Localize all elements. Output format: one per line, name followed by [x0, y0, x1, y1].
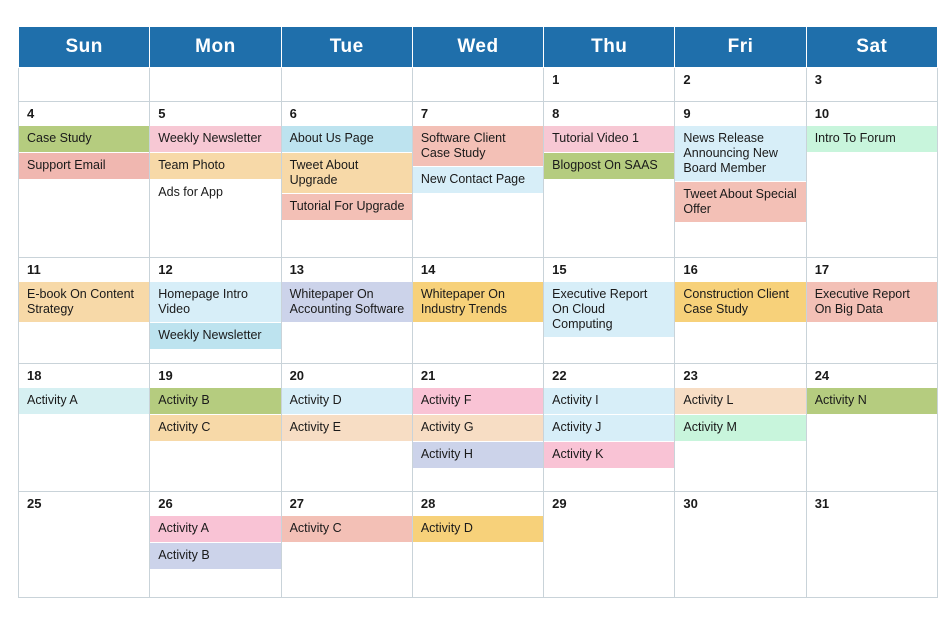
calendar-day-cell[interactable] — [19, 68, 150, 102]
day-number: 15 — [552, 262, 567, 278]
day-number: 25 — [27, 496, 42, 512]
calendar-day-cell[interactable] — [675, 68, 806, 102]
calendar-day-cell[interactable] — [281, 102, 412, 258]
day-number: 2 — [683, 72, 691, 87]
calendar-day-cell[interactable] — [806, 258, 937, 364]
calendar-week-row — [19, 102, 938, 258]
calendar-event[interactable]: Case Study — [19, 126, 149, 153]
day-number — [19, 68, 149, 92]
day-number: 19 — [158, 367, 173, 383]
calendar-day-cell[interactable] — [675, 102, 806, 258]
calendar-event[interactable]: Activity D — [282, 388, 412, 415]
calendar-day-cell[interactable] — [19, 258, 150, 364]
calendar-event[interactable]: Activity E — [282, 415, 412, 442]
day-number: 21 — [420, 367, 436, 383]
calendar-day-cell[interactable] — [412, 258, 543, 364]
calendar-day-cell[interactable] — [544, 102, 675, 258]
calendar-event[interactable]: Tweet About Upgrade — [282, 153, 412, 194]
calendar-event[interactable]: Intro To Forum — [807, 126, 937, 153]
calendar-day-cell[interactable] — [281, 363, 412, 492]
calendar-event[interactable]: About Us Page — [282, 126, 412, 153]
calendar-day-cell[interactable] — [281, 68, 412, 102]
day-number: 14 — [420, 262, 436, 278]
calendar-day-cell[interactable] — [412, 102, 543, 258]
day-events — [544, 282, 674, 338]
day-events — [282, 516, 412, 543]
calendar-event[interactable]: News Release Announcing New Board Member — [675, 126, 805, 182]
calendar-event[interactable]: Activity K — [544, 442, 674, 469]
calendar-week-row — [19, 492, 938, 598]
day-number: 24 — [814, 367, 830, 383]
day-number: 11 — [27, 262, 41, 278]
day-events — [675, 388, 805, 442]
calendar-header-fri: Fri — [675, 27, 806, 68]
calendar-day-cell[interactable] — [412, 363, 543, 492]
calendar-day-cell[interactable] — [19, 102, 150, 258]
calendar-event[interactable]: Homepage Intro Video — [150, 282, 280, 323]
calendar-header-wed: Wed — [412, 27, 543, 68]
day-number: 23 — [683, 367, 698, 383]
calendar-event[interactable]: Weekly Newsletter — [150, 323, 280, 350]
day-number: 4 — [27, 106, 35, 122]
calendar-week-row — [19, 363, 938, 492]
day-events — [150, 126, 280, 207]
day-number: 22 — [552, 367, 567, 383]
calendar-day-cell[interactable] — [281, 258, 412, 364]
calendar-day-cell[interactable] — [806, 68, 937, 102]
day-number: 28 — [420, 496, 436, 512]
calendar-day-cell[interactable] — [19, 492, 150, 598]
day-events — [807, 282, 937, 323]
calendar-event[interactable]: Tutorial Video 1 — [544, 126, 674, 153]
day-events — [413, 282, 543, 323]
day-number: 3 — [814, 72, 822, 87]
calendar-day-cell[interactable] — [806, 363, 937, 492]
day-events — [19, 388, 149, 415]
day-number: 16 — [683, 262, 698, 278]
calendar-day-cell[interactable] — [675, 492, 806, 598]
day-number: 8 — [552, 106, 560, 122]
calendar-event[interactable]: Activity M — [675, 415, 805, 442]
calendar-day-cell[interactable] — [675, 363, 806, 492]
calendar-event[interactable]: Support Email — [19, 153, 149, 180]
day-events — [19, 282, 149, 323]
calendar-header-thu: Thu — [544, 27, 675, 68]
calendar-event[interactable]: Activity I — [544, 388, 674, 415]
day-events — [150, 388, 280, 442]
day-number: 7 — [420, 106, 429, 122]
calendar-event[interactable]: Construction Client Case Study — [675, 282, 805, 323]
calendar-day-cell[interactable] — [19, 363, 150, 492]
day-events — [807, 388, 937, 415]
calendar-event[interactable]: E-book On Content Strategy — [19, 282, 149, 323]
calendar-day-cell[interactable] — [281, 492, 412, 598]
day-number: 1 — [552, 72, 560, 87]
calendar-day-cell[interactable] — [806, 102, 937, 258]
day-number: 10 — [814, 106, 830, 122]
day-events — [150, 516, 280, 570]
calendar-day-cell[interactable] — [150, 102, 281, 258]
calendar-event[interactable]: Activity G — [413, 415, 543, 442]
calendar-event[interactable]: Ads for App — [150, 180, 280, 207]
day-events — [413, 516, 543, 543]
calendar-event[interactable]: New Contact Page — [413, 167, 543, 194]
day-events — [282, 126, 412, 221]
day-number: 26 — [158, 496, 173, 512]
calendar-event[interactable]: Whitepaper On Industry Trends — [413, 282, 543, 323]
day-events — [544, 126, 674, 180]
calendar-header-row — [19, 27, 938, 68]
calendar-event[interactable]: Tutorial For Upgrade — [282, 194, 412, 221]
calendar-event[interactable]: Whitepaper On Accounting Software — [282, 282, 412, 323]
day-number — [282, 68, 412, 92]
calendar-event[interactable]: Team Photo — [150, 153, 280, 180]
calendar-event[interactable]: Activity N — [807, 388, 937, 415]
day-events — [150, 282, 280, 350]
calendar-body — [19, 68, 938, 598]
calendar-day-cell[interactable] — [806, 492, 937, 598]
calendar-day-cell[interactable] — [150, 68, 281, 102]
calendar-day-cell[interactable] — [150, 258, 281, 364]
calendar-header-sun: Sun — [19, 27, 150, 68]
calendar-day-cell[interactable] — [544, 492, 675, 598]
calendar-day-cell[interactable] — [150, 363, 281, 492]
calendar-day-cell[interactable] — [412, 492, 543, 598]
day-number: 17 — [814, 262, 830, 278]
calendar-event[interactable]: Activity D — [413, 516, 543, 543]
day-number: 9 — [683, 106, 691, 122]
day-number: 12 — [158, 262, 173, 278]
day-number: 5 — [158, 106, 166, 122]
day-number: 6 — [289, 106, 297, 122]
day-events — [544, 388, 674, 469]
day-events — [282, 388, 412, 442]
calendar-day-cell[interactable] — [412, 68, 543, 102]
day-number: 18 — [27, 367, 42, 383]
calendar-header-sat: Sat — [806, 27, 937, 68]
calendar-day-cell[interactable] — [675, 258, 806, 364]
day-events — [413, 126, 543, 194]
calendar-week-row — [19, 68, 938, 102]
calendar-event[interactable]: Activity C — [282, 516, 412, 543]
day-events — [675, 126, 805, 223]
day-number — [150, 68, 280, 92]
day-events — [807, 126, 937, 153]
calendar-event[interactable]: Software Client Case Study — [413, 126, 543, 167]
calendar-header-tue: Tue — [281, 27, 412, 68]
day-number — [413, 68, 543, 92]
day-number: 31 — [814, 496, 830, 512]
day-number: 27 — [289, 496, 305, 512]
calendar-day-cell[interactable] — [544, 258, 675, 364]
day-events — [282, 282, 412, 323]
calendar-table — [18, 26, 938, 598]
calendar-event[interactable]: Activity H — [413, 442, 543, 469]
calendar-event[interactable]: Executive Report On Cloud Computing — [544, 282, 674, 338]
calendar-week-row — [19, 258, 938, 364]
calendar-event[interactable]: Activity J — [544, 415, 674, 442]
calendar-event[interactable]: Activity L — [675, 388, 805, 415]
calendar-event[interactable]: Weekly Newsletter — [150, 126, 280, 153]
day-events — [413, 388, 543, 469]
day-number: 20 — [289, 367, 305, 383]
day-number: 29 — [552, 496, 567, 512]
calendar-event[interactable]: Activity A — [150, 516, 280, 543]
calendar-day-cell[interactable] — [150, 492, 281, 598]
calendar-event[interactable]: Activity B — [150, 388, 280, 415]
calendar-event[interactable]: Executive Report On Big Data — [807, 282, 937, 323]
calendar-event[interactable]: Activity C — [150, 415, 280, 442]
day-events — [675, 282, 805, 323]
calendar-event[interactable]: Activity F — [413, 388, 543, 415]
calendar-day-cell[interactable] — [544, 68, 675, 102]
calendar-header-mon: Mon — [150, 27, 281, 68]
calendar-event[interactable]: Activity B — [150, 543, 280, 570]
calendar-day-cell[interactable] — [544, 363, 675, 492]
calendar-container — [18, 26, 938, 598]
day-number: 30 — [683, 496, 698, 512]
calendar-event[interactable]: Activity A — [19, 388, 149, 415]
calendar-event[interactable]: Tweet About Special Offer — [675, 182, 805, 223]
day-number: 13 — [289, 262, 305, 278]
calendar-event[interactable]: Blogpost On SAAS — [544, 153, 674, 180]
day-events — [19, 126, 149, 180]
